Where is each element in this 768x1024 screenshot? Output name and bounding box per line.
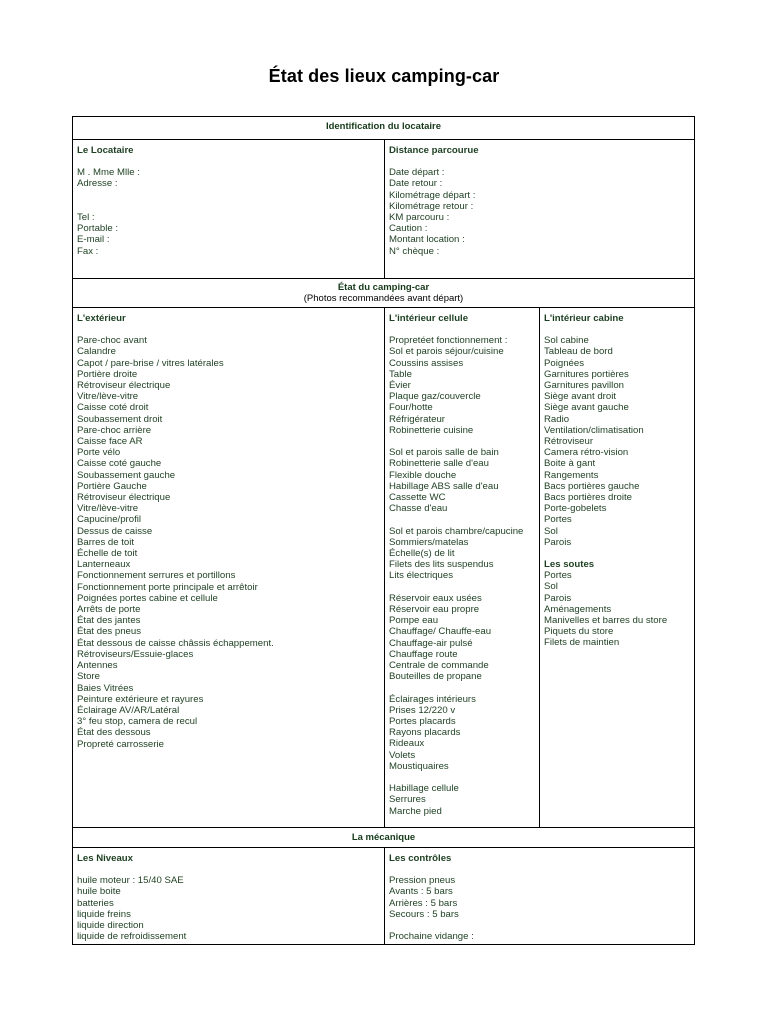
exterieur-item: Porte vélo xyxy=(77,447,121,459)
page-title: État des lieux camping-car xyxy=(268,66,500,86)
cabine-item: Bacs portières gauche xyxy=(544,480,640,492)
cellule-heading: L'intérieur cellule xyxy=(389,313,469,324)
exterieur-item: Fonctionnement serrures et portillons xyxy=(77,570,236,582)
cellule-item: Rayons placards xyxy=(389,727,461,739)
exterieur-item: Caisse coté droit xyxy=(77,402,149,414)
soutes-heading: Les soutes xyxy=(544,559,595,571)
locataire-cell xyxy=(73,140,384,278)
niveaux-item: liquide freins xyxy=(77,908,131,920)
exterieur-item: Rétroviseur électrique xyxy=(77,492,171,504)
cabine-cell xyxy=(539,308,694,827)
cellule-item: Sol et parois séjour/cuisine xyxy=(389,346,504,358)
exterieur-item: Rétroviseurs/Essuie-glaces xyxy=(77,648,194,660)
controles-heading: Les contrôles xyxy=(389,853,452,864)
cellule-item: Sol et parois salle de bain xyxy=(389,447,499,459)
cabine-item: Siège avant gauche xyxy=(544,402,629,414)
cellule-item: Sommiers/matelas xyxy=(389,536,469,548)
cellule-item: Volets xyxy=(389,749,416,761)
exterieur-item: Antennes xyxy=(77,660,118,672)
etat-row xyxy=(72,308,695,828)
cellule-item: Moustiquaires xyxy=(389,760,449,772)
cellule-item: Réservoir eau propre xyxy=(389,604,480,616)
cellule-item xyxy=(389,514,535,525)
exterieur-list xyxy=(77,335,380,750)
locataire-field: Tel : xyxy=(77,211,95,223)
cellule-item: Table xyxy=(389,368,412,380)
distance-list xyxy=(389,167,690,257)
exterieur-item: Soubassement gauche xyxy=(77,469,176,481)
exterieur-item: Barres de toit xyxy=(77,536,135,548)
identification-banner: Identification du locataire xyxy=(325,121,442,132)
exterieur-item: État des dessous xyxy=(77,727,151,739)
cabine-item: Tableau de bord xyxy=(544,346,613,358)
soutes-item: Piquets du store xyxy=(544,626,614,638)
exterieur-heading: L'extérieur xyxy=(77,313,126,324)
cellule-item: Réservoir eaux usées xyxy=(389,592,482,604)
cellule-item: Marche pied xyxy=(389,805,442,817)
cellule-item: Robinetterie cuisine xyxy=(389,424,474,436)
cellule-item: Habillage ABS salle d'eau xyxy=(389,480,499,492)
cellule-item: Évier xyxy=(389,380,411,392)
cellule-item: Cassette WC xyxy=(389,492,446,504)
distance-heading: Distance parcourue xyxy=(389,145,479,156)
cellule-item: Chasse d'eau xyxy=(389,503,448,515)
exterieur-item: Rétroviseur électrique xyxy=(77,380,171,392)
exterieur-cell xyxy=(73,308,384,827)
cellule-item xyxy=(389,682,535,693)
cabine-item: Radio xyxy=(544,413,570,425)
cabine-item: Bacs portières droite xyxy=(544,492,632,504)
mecanique-banner: La mécanique xyxy=(351,832,416,843)
exterieur-item: Échelle de toit xyxy=(77,548,138,560)
cabine-item: Sol xyxy=(544,525,558,537)
cellule-item: Chauffage route xyxy=(389,648,458,660)
cabine-item: Portes xyxy=(544,514,572,526)
cellule-cell xyxy=(384,308,539,827)
soutes-item: Portes xyxy=(544,570,572,582)
controles-item: Arrières : 5 bars xyxy=(389,897,458,909)
distance-field: Date départ : xyxy=(389,167,445,179)
cabine-heading: L'intérieur cabine xyxy=(544,313,624,324)
cellule-item: Sol et parois chambre/capucine xyxy=(389,525,524,537)
cellule-item: Propretéet fonctionnement : xyxy=(389,335,508,347)
cellule-item: Chauffage/ Chauffe-eau xyxy=(389,626,492,638)
exterieur-item: Lanterneaux xyxy=(77,559,131,571)
cabine-item: Ventilation/climatisation xyxy=(544,424,644,436)
cellule-item: Bouteilles de propane xyxy=(389,671,482,683)
niveaux-list xyxy=(77,875,380,942)
exterieur-item: Fonctionnement porte principale et arrêtoir xyxy=(77,581,258,593)
cabine-item: Rétroviseur xyxy=(544,436,594,448)
soutes-item: Aménagements xyxy=(544,603,612,615)
cellule-item: Réfrigérateur xyxy=(389,413,445,425)
cellule-item: Serrures xyxy=(389,794,426,806)
cabine-item: Garnitures pavillon xyxy=(544,380,624,392)
cellule-list xyxy=(389,335,535,817)
locataire-heading: Le Locataire xyxy=(77,145,134,156)
locataire-field: Portable : xyxy=(77,223,119,235)
cabine-item: Porte-gobelets xyxy=(544,503,607,515)
cellule-item: Portes placards xyxy=(389,716,456,728)
exterieur-item: Poignées portes cabine et cellule xyxy=(77,592,218,604)
cellule-item xyxy=(389,772,535,783)
identification-banner-row xyxy=(72,116,695,140)
etat-banner-row xyxy=(72,279,695,308)
cellule-item: Coussins assises xyxy=(389,357,464,369)
cabine-item: Boite à gant xyxy=(544,458,596,470)
cabine-item: Siège avant droit xyxy=(544,391,616,403)
controles-cell xyxy=(384,848,694,944)
cellule-item: Centrale de commande xyxy=(389,660,489,672)
locataire-field: M . Mme Mlle : xyxy=(77,167,140,179)
cellule-item: Robinetterie salle d'eau xyxy=(389,458,489,470)
soutes-item: Manivelles et barres du store xyxy=(544,615,668,627)
exterieur-item: État des pneus xyxy=(77,626,142,638)
cabine-item: Parois xyxy=(544,536,572,548)
cellule-item: Plaque gaz/couvercle xyxy=(389,391,481,403)
cellule-item xyxy=(389,582,535,593)
exterieur-item: Caisse face AR xyxy=(77,436,143,448)
exterieur-item: État dessous de caisse châssis échappement. xyxy=(77,637,274,649)
distance-field: N° chèque : xyxy=(389,245,440,257)
niveaux-item: liquide de refroidissement xyxy=(77,931,187,943)
controles-list xyxy=(389,875,690,942)
etat-banner-title: État du camping-car xyxy=(337,282,430,293)
exterieur-item: Arrêts de porte xyxy=(77,604,141,616)
niveaux-item: liquide direction xyxy=(77,920,144,932)
exterieur-item: Vitre/lève-vitre xyxy=(77,391,139,403)
cellule-item: Éclairages intérieurs xyxy=(389,693,476,705)
soutes-item: Sol xyxy=(544,581,558,593)
soutes-item: Parois xyxy=(544,592,572,604)
cellule-item: Filets des lits suspendus xyxy=(389,559,494,571)
etat-banner-subtitle: (Photos recommandées avant départ) xyxy=(303,293,464,304)
distance-field: KM parcouru : xyxy=(389,212,450,224)
cabine-item: Camera rétro-vision xyxy=(544,447,629,459)
exterieur-item: Portière droite xyxy=(77,368,138,380)
exterieur-item: Vitre/lève-vitre xyxy=(77,503,139,515)
controles-item: Secours : 5 bars xyxy=(389,908,459,920)
exterieur-item: Caisse coté gauche xyxy=(77,458,162,470)
mecanique-banner-row xyxy=(72,828,695,848)
cellule-item: Prises 12/220 v xyxy=(389,704,456,716)
controles-item: Avants : 5 bars xyxy=(389,886,453,898)
locataire-field xyxy=(77,201,380,212)
cellule-item: Flexible douche xyxy=(389,469,457,481)
exterieur-item: Capucine/profil xyxy=(77,514,141,526)
distance-cell xyxy=(384,140,694,278)
soutes-list xyxy=(544,570,690,648)
cellule-item: Rideaux xyxy=(389,738,425,750)
distance-field: Kilométrage départ : xyxy=(389,189,476,201)
distance-field: Montant location : xyxy=(389,234,465,246)
soutes-item: Filets de maintien xyxy=(544,637,620,649)
cellule-item: Pompe eau xyxy=(389,615,439,627)
exterieur-item: Éclairage AV/AR/Latéral xyxy=(77,704,180,716)
cabine-item: Garnitures portières xyxy=(544,368,629,380)
identification-row xyxy=(72,140,695,279)
exterieur-item: État des jantes xyxy=(77,615,141,627)
etat-banner xyxy=(73,279,694,307)
cellule-item: Lits électriques xyxy=(389,570,453,582)
distance-field: Caution : xyxy=(389,223,428,235)
exterieur-item: Calandre xyxy=(77,346,116,358)
exterieur-item: Dessus de caisse xyxy=(77,525,153,537)
niveaux-item: batteries xyxy=(77,897,114,909)
controles-item: Pression pneus xyxy=(389,875,456,887)
exterieur-item: Peinture extérieure et rayures xyxy=(77,693,204,705)
controles-item: Prochaine vidange : xyxy=(389,931,474,943)
exterieur-item: Capot / pare-brise / vitres latérales xyxy=(77,357,224,369)
exterieur-item: Portière Gauche xyxy=(77,480,147,492)
exterieur-item: Soubassement droit xyxy=(77,413,163,425)
mecanique-row xyxy=(72,848,695,945)
cellule-item: Habillage cellule xyxy=(389,783,459,795)
exterieur-item: 3° feu stop, camera de recul xyxy=(77,716,198,728)
niveaux-item: huile boite xyxy=(77,886,121,898)
niveaux-item: huile moteur : 15/40 SAE xyxy=(77,875,184,887)
locataire-field: E-mail : xyxy=(77,234,110,246)
cabine-list xyxy=(544,335,690,548)
cabine-item: Poignées xyxy=(544,357,585,369)
locataire-field xyxy=(77,190,380,201)
exterieur-item: Pare-choc arrière xyxy=(77,424,152,436)
distance-field: Date retour : xyxy=(389,178,443,190)
cabine-item: Rangements xyxy=(544,469,599,481)
distance-field: Kilométrage retour : xyxy=(389,200,474,212)
locataire-field: Fax : xyxy=(77,245,99,257)
cellule-item: Chauffage-air pulsé xyxy=(389,637,473,649)
cabine-item: Sol cabine xyxy=(544,335,589,347)
locataire-list xyxy=(77,167,380,257)
exterieur-item: Baies Vitrées xyxy=(77,682,134,694)
niveaux-cell xyxy=(73,848,384,944)
exterieur-item: Propreté carrosserie xyxy=(77,738,164,750)
controles-item xyxy=(389,920,690,931)
locataire-field: Adresse : xyxy=(77,178,118,190)
niveaux-heading: Les Niveaux xyxy=(77,853,133,864)
cellule-item: Four/hotte xyxy=(389,402,433,414)
cellule-item: Échelle(s) de lit xyxy=(389,548,455,560)
cellule-item xyxy=(389,436,535,447)
exterieur-item: Pare-choc avant xyxy=(77,335,147,347)
inspection-form xyxy=(72,116,695,945)
exterieur-item: Store xyxy=(77,671,100,683)
